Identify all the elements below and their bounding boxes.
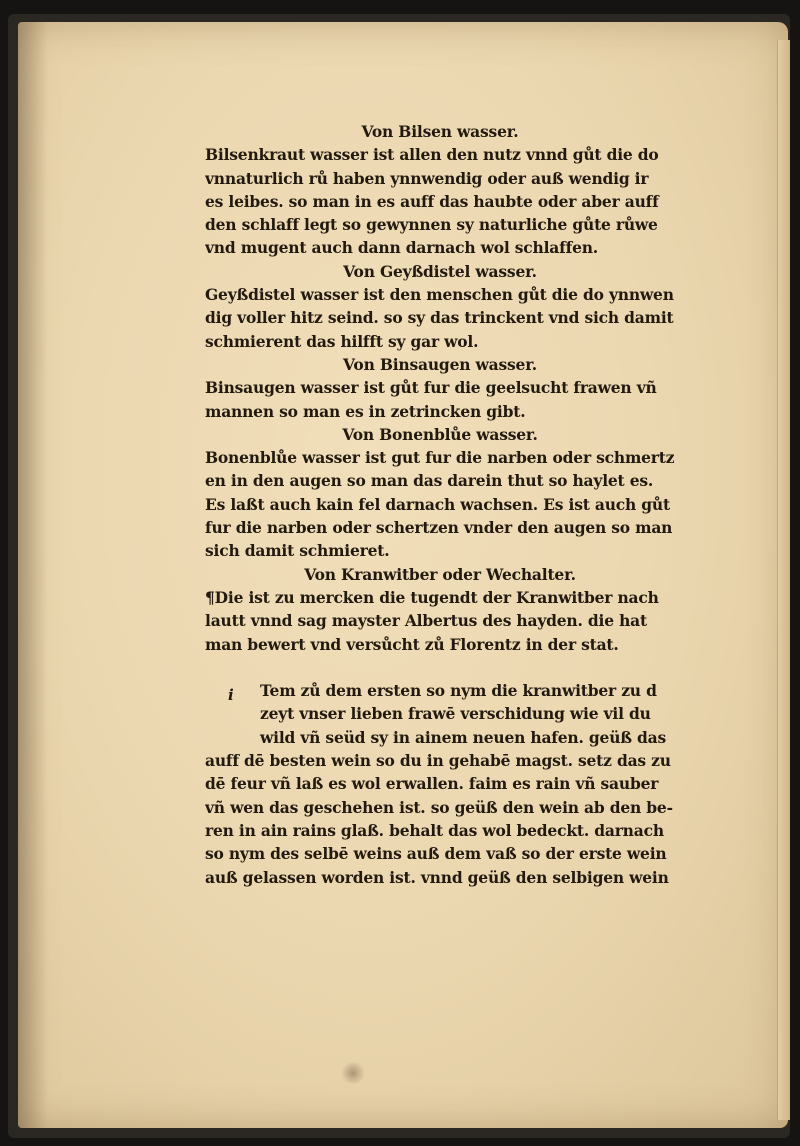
facing-page-edge	[777, 40, 790, 1120]
text-line: dē feur vñ laß es wol erwallen. faim es rain vñ sauber	[205, 774, 659, 794]
text-line: ¶Die ist zu mercken die tugendt der Kranwitber nach	[205, 587, 659, 607]
section-heading: Von Kranwitber oder Wechalter.	[304, 564, 576, 584]
text-line: es leibes. so man in es auff das haubte oder aber auff	[205, 191, 659, 211]
page-gutter	[18, 22, 48, 1128]
text-line: auff dē besten wein so du in gehabē magst. setz das zu	[205, 751, 671, 771]
section-heading: Von Bonenblůe wasser.	[342, 424, 538, 444]
text-block	[205, 120, 675, 889]
text-line: vnnaturlich rů haben ynnwendig oder auß wendig ir	[205, 168, 649, 188]
margin-marker: i	[228, 686, 234, 704]
text-line: ren in ain rains glaß. behalt das wol bedeckt. darnach	[205, 820, 664, 840]
section-heading: Von Binsaugen wasser.	[343, 354, 537, 374]
text-line: Binsaugen wasser ist gůt fur die geelsucht frawen vñ	[205, 378, 657, 398]
section-heading: Von Geyßdistel wasser.	[343, 261, 537, 281]
text-line: en in den augen so man das darein thut so haylet es.	[205, 471, 654, 491]
text-line: so nym des selbē weins auß dem vaß so der erste wein	[205, 844, 667, 864]
text-line: fur die narben oder schertzen vnder den augen so man	[205, 518, 673, 538]
text-line: Geyßdistel wasser ist den menschen gůt die do ynnwen	[205, 285, 674, 305]
section-heading: Von Bilsen wasser.	[361, 122, 519, 141]
ink-smudge	[340, 1062, 366, 1084]
text-line: man bewert vnd versůcht zů Florentz in der stat.	[205, 634, 619, 654]
text-line: auß gelassen worden ist. vnnd geüß den selbigen wein	[205, 867, 669, 887]
text-line: Bonenblůe wasser ist gut fur die narben oder schmertz	[205, 448, 675, 468]
text-line: dig voller hitz seind. so sy das trinckent vnd sich damit	[205, 308, 674, 328]
text-line: vnd mugent auch dann darnach wol schlaffen.	[205, 238, 598, 258]
text-line: schmierent das hilfft sy gar wol.	[205, 331, 479, 351]
text-line: sich damit schmieret.	[205, 541, 390, 561]
text-line: Es laßt auch kain fel darnach wachsen. Es ist auch gůt	[205, 494, 670, 514]
text-line: vñ wen das geschehen ist. so geüß den wein ab den be-	[205, 797, 673, 817]
text-line: mannen so man es in zetrincken gibt.	[205, 401, 526, 421]
text-line: Bilsenkraut wasser ist allen den nutz vnnd gůt die do	[205, 145, 659, 165]
blank-line	[205, 656, 675, 679]
text-line: wild vñ seüd sy in ainem neuen hafen. geüß das	[260, 727, 667, 747]
text-line: zeyt vnser lieben frawē verschidung wie vil du	[260, 704, 651, 724]
text-line: Tem zů dem ersten so nym die kranwitber zu d	[260, 681, 657, 701]
text-line: den schlaff legt so gewynnen sy naturliche gůte růwe	[205, 215, 658, 235]
text-line: lautt vnnd sag mayster Albertus des hayden. die hat	[205, 611, 647, 631]
